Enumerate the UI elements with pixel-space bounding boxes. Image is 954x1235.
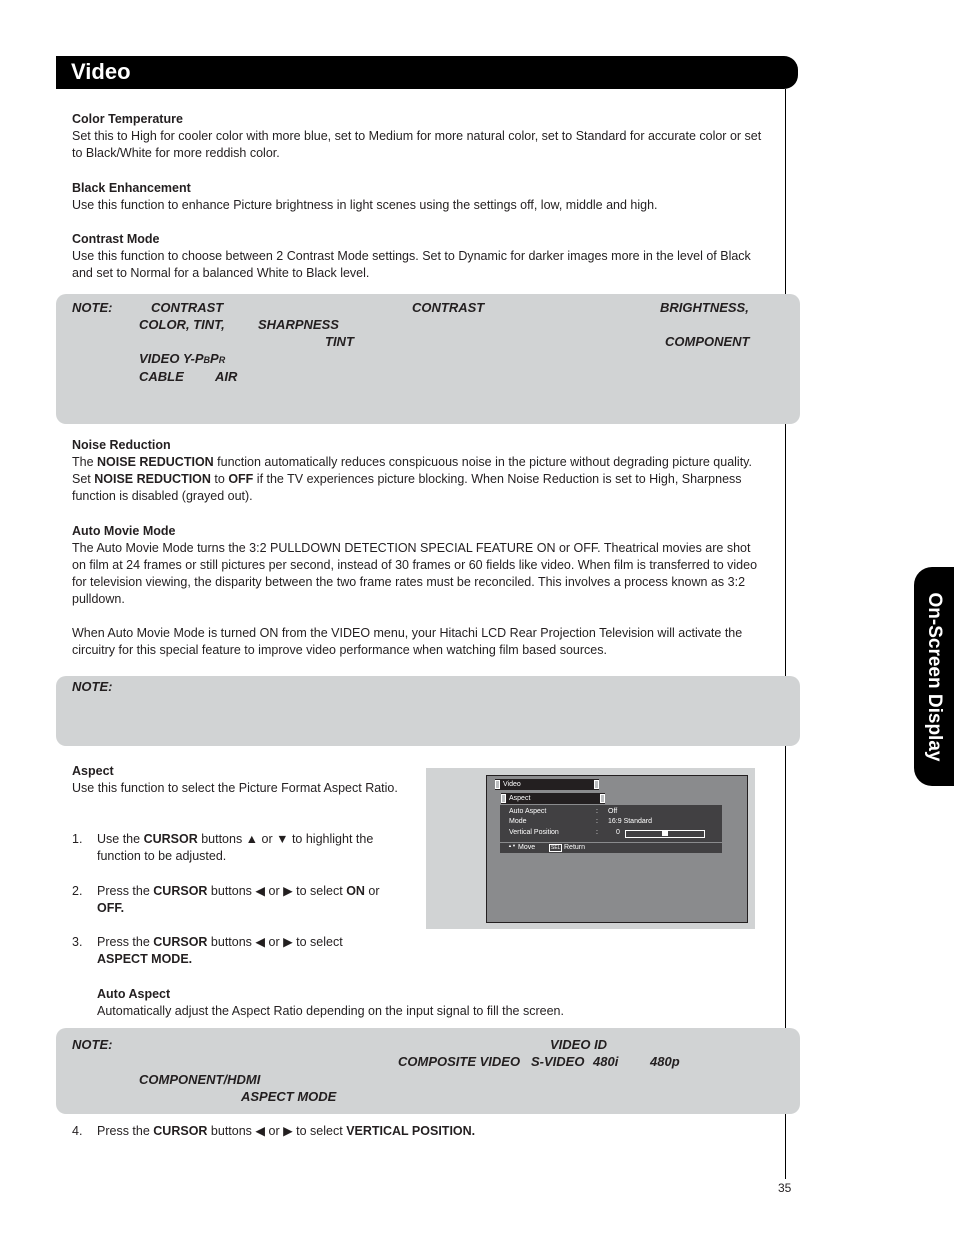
note-label: NOTE: xyxy=(72,679,113,694)
text-run: buttons ▲ or ▼ to highlight the function to be adjusted. xyxy=(97,832,374,863)
side-tab-label: On-Screen Display xyxy=(924,592,945,761)
text-run: The xyxy=(72,455,98,469)
text-run: Press the xyxy=(97,884,154,898)
note-box-auto-aspect xyxy=(56,1028,800,1114)
text-run: Press the xyxy=(97,1124,154,1138)
osd-menu-cap-left xyxy=(495,780,500,789)
step-number: 4. xyxy=(72,1124,83,1138)
text-run-bold: CURSOR xyxy=(143,832,198,846)
tv-screen xyxy=(486,775,748,923)
note-term: COLOR, TINT, xyxy=(139,317,225,332)
osd-submenu-cap-right xyxy=(600,794,605,803)
text-run: buttons ◀ or ▶ to select xyxy=(207,1124,347,1138)
auto-aspect-body: Automatically adjust the Aspect Ratio depending on the input signal to fill the screen. xyxy=(97,1004,564,1018)
osd-row-label: Auto Aspect xyxy=(509,808,547,815)
osd-nav-bar xyxy=(500,843,722,853)
side-tab xyxy=(914,567,954,786)
column-divider xyxy=(785,89,786,1179)
note-box-auto-movie xyxy=(56,676,800,746)
text-run: Use the xyxy=(97,832,144,846)
osd-row-label: Vertical Position xyxy=(509,829,559,836)
text-run: buttons ◀ or ▶ to select xyxy=(207,935,343,949)
note-term: VIDEO ID xyxy=(550,1037,608,1052)
note-term-component-video xyxy=(139,351,225,366)
contrast-mode-heading: Contrast Mode xyxy=(72,232,160,246)
osd-row-label: Mode xyxy=(509,818,527,825)
noise-reduction-heading: Noise Reduction xyxy=(72,438,171,452)
text-run-bold: OFF xyxy=(228,472,254,486)
osd-menu-title-label: Video xyxy=(503,781,521,788)
aspect-section xyxy=(72,763,402,797)
note-term: CONTRAST xyxy=(151,300,224,315)
text-run-bold: ASPECT MODE. xyxy=(97,952,193,966)
osd-illustration xyxy=(426,768,755,929)
osd-row-colon: : xyxy=(596,829,598,836)
aspect-heading: Aspect xyxy=(72,764,114,778)
text-run: buttons ◀ or ▶ to select xyxy=(207,884,347,898)
osd-row-mode[interactable] xyxy=(509,818,652,825)
note-term-part: B xyxy=(203,355,211,365)
black-enhancement-body: Use this function to enhance Picture brightness in light scenes using the settings off, low, middle and high. xyxy=(72,198,658,212)
osd-row-colon: : xyxy=(596,808,598,815)
note-term: S-VIDEO xyxy=(531,1054,585,1069)
auto-movie-mode-body-2: When Auto Movie Mode is turned ON from the VIDEO menu, your Hitachi LCD Rear Projection Television will activate the circuitry for this special feature to improve video performance when watching film based sources. xyxy=(72,626,743,657)
osd-submenu-cap-left xyxy=(501,794,506,803)
text-run-bold: CURSOR xyxy=(153,935,208,949)
black-enhancement-section xyxy=(72,180,762,214)
text-run-bold: OFF. xyxy=(97,901,125,915)
note-label: NOTE: xyxy=(72,1037,113,1052)
sel-button-icon: SEL xyxy=(551,845,561,851)
osd-submenu-title xyxy=(501,793,605,804)
note-label: NOTE: xyxy=(72,300,113,315)
text-run: if the TV experiences picture blocking. When Noise Reduction is set to High, Sharpness function is disabled (grayed out). xyxy=(72,472,742,503)
text-run: or xyxy=(364,884,380,898)
osd-row-value: Off xyxy=(608,808,618,815)
text-run-bold: CURSOR xyxy=(153,1124,208,1138)
osd-row-value: 0 xyxy=(616,829,620,836)
note-term: COMPOSITE VIDEO xyxy=(398,1054,521,1069)
note-term-part: R xyxy=(218,355,226,365)
osd-row-auto-aspect[interactable] xyxy=(509,808,618,815)
osd-menu-cap-right xyxy=(594,780,599,789)
osd-menu-title xyxy=(495,779,599,790)
text-run: Press the xyxy=(97,935,154,949)
note-term: COMPONENT/HDMI xyxy=(139,1072,261,1087)
aspect-body: Use this function to select the Picture Format Aspect Ratio. xyxy=(72,781,398,795)
noise-reduction-section xyxy=(72,437,762,505)
osd-row-colon: : xyxy=(596,818,598,825)
note-term: 480i xyxy=(593,1054,619,1069)
text-run-bold: NOISE REDUCTION xyxy=(94,472,211,486)
osd-row-value: 16:9 Standard xyxy=(608,818,652,825)
note-term: ASPECT MODE xyxy=(241,1089,337,1104)
slider-knob[interactable] xyxy=(662,830,668,836)
note-term: AIR xyxy=(215,369,238,384)
note-term: SHARPNESS xyxy=(258,317,339,332)
step-number: 1. xyxy=(72,832,83,846)
note-term-part: VIDEO Y-P xyxy=(139,351,204,366)
text-run: to xyxy=(210,472,229,486)
text-run-bold: NOISE REDUCTION xyxy=(97,455,214,469)
black-enhancement-heading: Black Enhancement xyxy=(72,181,191,195)
step-text xyxy=(97,1123,762,1140)
step-text xyxy=(97,883,407,917)
color-temperature-section xyxy=(72,111,762,162)
step-text xyxy=(97,934,407,968)
note-term: 480p xyxy=(650,1054,680,1069)
page-title: Video xyxy=(71,59,131,84)
step-number: 2. xyxy=(72,884,83,898)
text-run-bold: CURSOR xyxy=(153,884,208,898)
note-term: CONTRAST xyxy=(412,300,485,315)
note-box-contrast xyxy=(56,294,800,424)
note-term: BRIGHTNESS, xyxy=(660,300,749,315)
contrast-mode-body: Use this function to choose between 2 Contrast Mode settings. Set to Dynamic for darker images more in the level of Black and set to Normal for a balanced White to Black level. xyxy=(72,249,751,280)
text-run-bold: VERTICAL POSITION. xyxy=(346,1124,476,1138)
auto-aspect-heading: Auto Aspect xyxy=(97,987,171,1001)
page-header xyxy=(56,56,798,89)
osd-row-vertical-position[interactable] xyxy=(509,829,620,836)
auto-movie-mode-section xyxy=(72,523,762,659)
note-term: COMPONENT xyxy=(665,334,750,349)
noise-reduction-body xyxy=(72,454,762,505)
page-number: 35 xyxy=(778,1181,792,1195)
auto-aspect-text xyxy=(97,986,762,1020)
text-run: function automatically reduces conspicuous noise in the picture without degrading picture quality. Set xyxy=(72,455,752,486)
color-temperature-heading: Color Temperature xyxy=(72,112,183,126)
auto-movie-mode-body: The Auto Movie Mode turns the 3:2 PULLDOWN DETECTION SPECIAL FEATURE ON or OFF. Theatrical movies are shot on film at 24 frames or still pictures per second, instead of 30 frames or 60 fields like video. When film is transferred to video for television viewing, the disparity between the two frame rates must be reconciled. This involves a process known as 3:2 pulldown. xyxy=(72,541,758,606)
step-text xyxy=(97,831,407,865)
color-temperature-body: Set this to High for cooler color with more blue, set to Medium for more natural color, set to Standard for accurate color or set to Black/White for more reddish color. xyxy=(72,129,762,160)
osd-nav-return: Return xyxy=(564,844,586,851)
text-run-bold: ON xyxy=(346,884,365,898)
note-term-part: P xyxy=(210,351,219,366)
osd-nav-move: Move xyxy=(518,844,536,851)
osd-submenu-title-label: Aspect xyxy=(509,795,531,802)
auto-movie-mode-heading: Auto Movie Mode xyxy=(72,524,176,538)
note-term: TINT xyxy=(325,334,354,349)
osd-aspect-panel xyxy=(500,805,722,842)
up-down-arrows-icon: ▲▼ xyxy=(508,843,516,848)
contrast-mode-section xyxy=(72,231,762,282)
vertical-position-slider[interactable] xyxy=(625,830,705,838)
note-term: CABLE xyxy=(139,369,184,384)
step-number: 3. xyxy=(72,935,83,949)
